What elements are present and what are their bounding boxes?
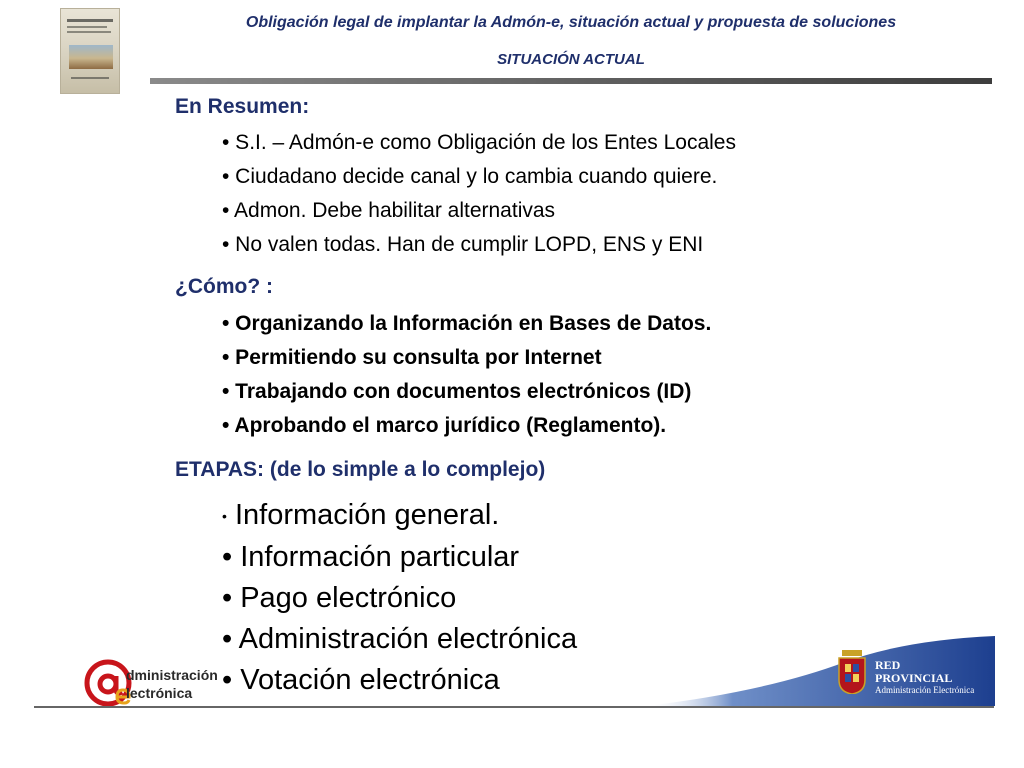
list-item: • S.I. – Admón-e como Obligación de los Entes Locales [222, 131, 736, 154]
logo-text-line2: lectrónica [126, 685, 193, 701]
list-item: • Ciudadano decide canal y lo cambia cuando quiere. [222, 165, 718, 188]
list-item: • Aprobando el marco jurídico (Reglamento). [222, 414, 667, 437]
administracion-electronica-logo [84, 659, 264, 709]
logo-admin-text: Administración Electrónica [875, 685, 975, 695]
header-divider [150, 78, 992, 84]
how-heading: ¿Cómo? : [175, 275, 273, 298]
cover-text-line [67, 26, 107, 28]
list-item-text: Información general. [234, 499, 500, 531]
summary-heading: En Resumen: [175, 95, 310, 118]
list-item: • Trabajando con documentos electrónicos (ID) [222, 380, 692, 403]
list-item: • Votación electrónica [222, 663, 500, 696]
header-subtitle: SITUACIÓN ACTUAL [497, 51, 645, 68]
stages-heading: ETAPAS: (de lo simple a lo complejo) [175, 458, 546, 481]
logo-text-line1: dministración [126, 667, 218, 683]
how-list [222, 307, 711, 443]
list-item: • Pago electrónico [222, 581, 457, 614]
blue-wave-band [645, 632, 995, 708]
coat-of-arms-icon [837, 650, 867, 694]
list-item: • Información particular [222, 540, 520, 573]
logo-provincial-text: PROVINCIAL [875, 671, 953, 685]
list-item: • Permitiendo su consulta por Internet [222, 346, 602, 369]
list-item: • Organizando la Información en Bases de Datos. [222, 312, 712, 335]
red-provincial-logo [645, 632, 995, 708]
summary-list [222, 126, 736, 262]
stages-list [222, 495, 577, 701]
cover-landscape-picture [69, 45, 113, 69]
list-item: • Administración electrónica [222, 622, 578, 655]
cover-footer-line [71, 77, 109, 79]
small-bullet: • [222, 507, 227, 524]
logo-red-text: RED [875, 658, 901, 672]
list-item [222, 495, 577, 537]
book-cover-thumbnail [60, 8, 120, 94]
cover-title-band [67, 19, 113, 22]
cover-text-line [67, 31, 111, 33]
list-item: • Admon. Debe habilitar alternativas [222, 199, 556, 222]
header-title: Obligación legal de implantar la Admón-e, situación actual y propuesta de soluciones [245, 14, 897, 31]
list-item: • No valen todas. Han de cumplir LOPD, ENS y ENI [222, 233, 704, 256]
